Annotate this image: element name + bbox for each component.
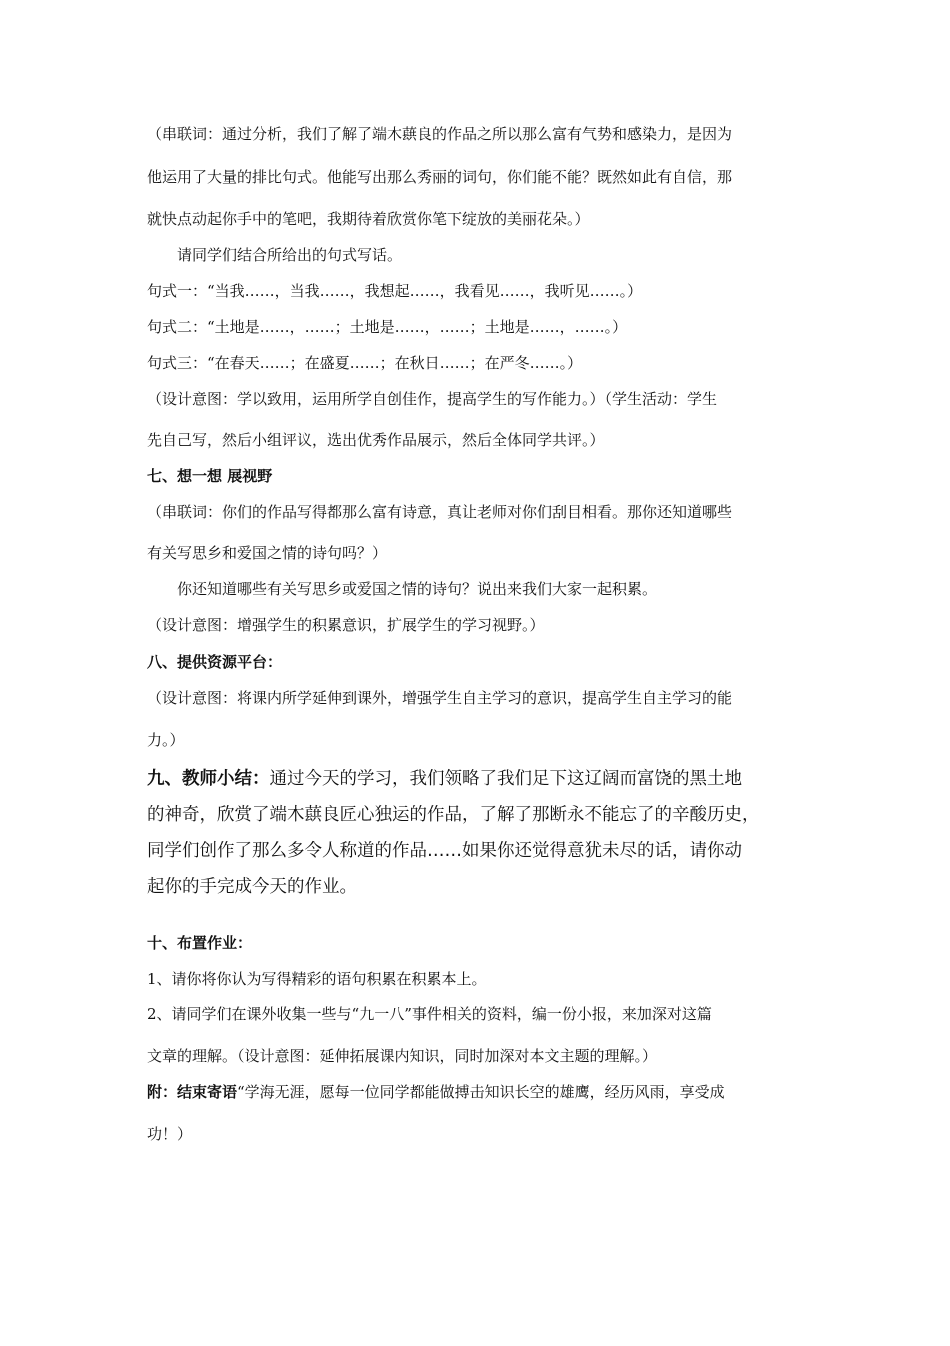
section-heading-9: 九、教师小结： [147, 769, 270, 789]
closing-words [147, 1082, 725, 1102]
paragraph-line: 功！） [147, 1125, 193, 1143]
summary-text: 起你的手完成今天的作业。 [147, 877, 357, 897]
sentence-pattern-3: 句式三：“在春天……；在盛夏……；在秋日……；在严冬……。） [147, 354, 583, 372]
paragraph-line: 有关写思乡和爱国之情的诗句吗？） [147, 544, 388, 562]
teacher-summary-line [147, 876, 357, 898]
paragraph-line: （设计意图：增强学生的积累意识，扩展学生的学习视野。） [147, 616, 545, 634]
paragraph-line: 就快点动起你手中的笔吧，我期待着欣赏你笔下绽放的美丽花朵。） [147, 210, 590, 228]
section-heading-10: 十、布置作业： [147, 934, 253, 952]
paragraph-line: 力。） [147, 731, 185, 749]
closing-text: “学海无涯，愿每一位同学都能做搏击知识长空的雄鹰，经历风雨，享受成 [237, 1083, 725, 1101]
sentence-pattern-2: 句式二：“土地是……，……；土地是……，……；土地是……，……。） [147, 318, 628, 336]
summary-text: 同学们创作了那么多令人称道的作品……如果你还觉得意犹未尽的话，请你动 [147, 841, 742, 861]
teacher-summary-line [147, 804, 760, 826]
paragraph-line: （串联词：你们的作品写得都那么富有诗意，真让老师对你们刮目相看。那你还知道哪些 [147, 503, 733, 521]
teacher-summary-line [147, 768, 742, 790]
paragraph-line: （设计意图：学以致用，运用所学自创佳作，提高学生的写作能力。）（学生活动：学生 [147, 390, 718, 408]
summary-text: 的神奇，欣赏了端木蕻良匠心独运的作品，了解了那断永不能忘了的辛酸历史， [147, 805, 760, 825]
summary-text: 通过今天的学习，我们领略了我们足下这辽阔而富饶的黑土地 [269, 769, 742, 789]
homework-item-2: 2、请同学们在课外收集一些与“九一八”事件相关的资料，编一份小报，来加深对这篇 [147, 1005, 712, 1023]
sentence-pattern-1: 句式一：“当我……，当我……，我想起……，我看见……，我听见……。） [147, 282, 643, 300]
paragraph-line: （串联词：通过分析，我们了解了端木蕻良的作品之所以那么富有气势和感染力，是因为 [147, 125, 733, 143]
paragraph-line: 请同学们结合所给出的句式写话。 [177, 246, 403, 264]
paragraph-line: 先自己写，然后小组评议，选出优秀作品展示，然后全体同学共评。） [147, 431, 605, 449]
closing-heading: 附：结束寄语 [147, 1083, 238, 1101]
teacher-summary-line [147, 840, 742, 862]
paragraph-line: 他运用了大量的排比句式。他能写出那么秀丽的词句，你们能不能？既然如此有自信，那 [147, 168, 733, 186]
paragraph-line: （设计意图：将课内所学延伸到课外，增强学生自主学习的意识，提高学生自主学习的能 [147, 689, 733, 707]
section-heading-7: 七、想一想 展视野 [147, 467, 273, 485]
homework-item-1: 1、请你将你认为写得精彩的语句积累在积累本上。 [147, 970, 487, 988]
paragraph-line: 你还知道哪些有关写思乡或爱国之情的诗句？说出来我们大家一起积累。 [177, 580, 658, 598]
paragraph-line: 文章的理解。（设计意图：延伸拓展课内知识，同时加深对本文主题的理解。） [147, 1047, 658, 1065]
section-heading-8: 八、提供资源平台： [147, 653, 283, 671]
